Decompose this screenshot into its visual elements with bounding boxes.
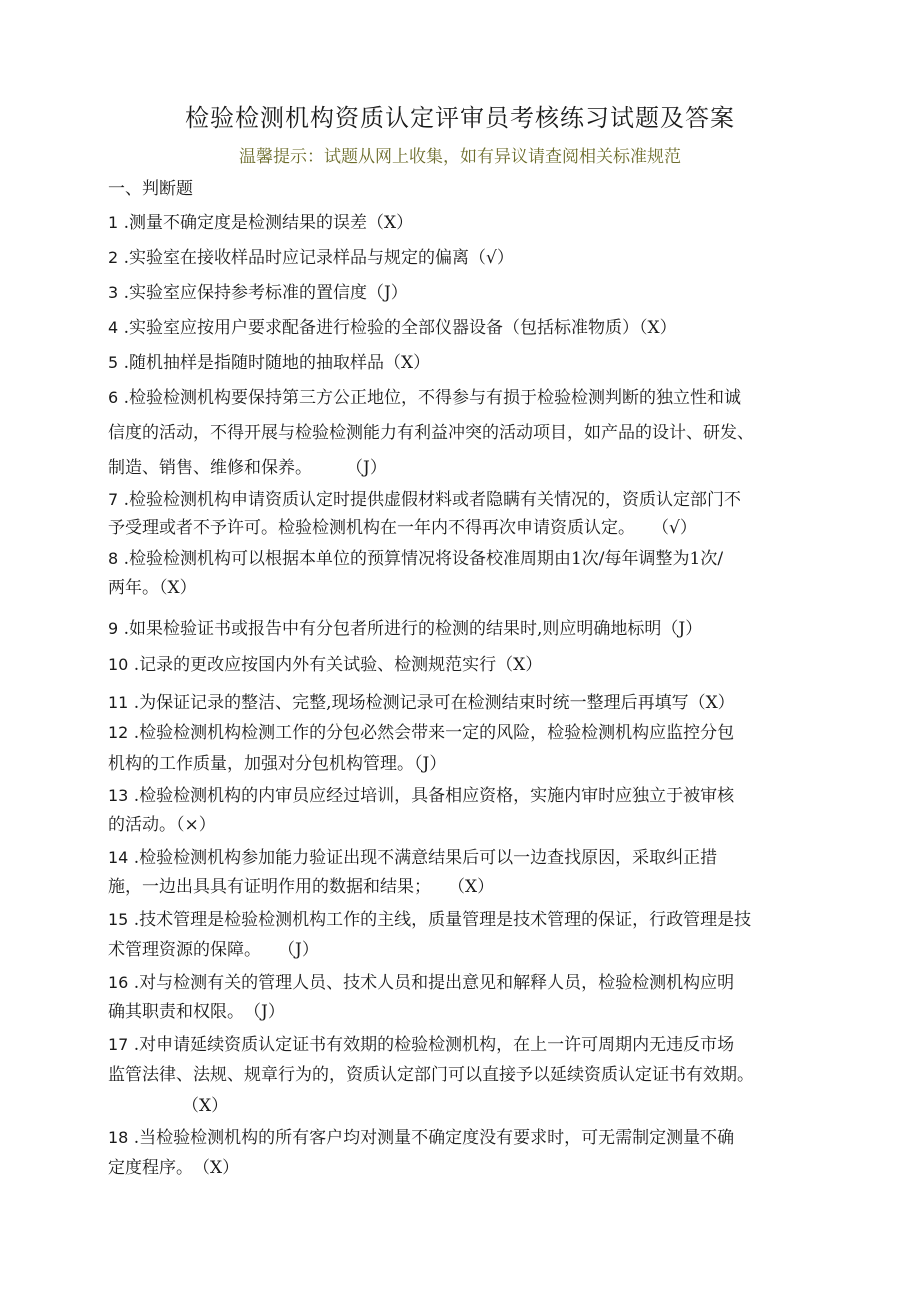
question-5: 5 .随机抽样是指随时随地的抽取样品（X） [108, 353, 431, 373]
question-8: 8 .检验检测机构可以根据本单位的预算情况将设备校准周期由1次/每年调整为1次/ [108, 549, 724, 569]
question-1: 1 .测量不确定度是检测结果的误差（X） [108, 213, 414, 233]
question-15: 15 .技术管理是检验检测机构工作的主线，质量管理是技术管理的保证，行政管理是技 [108, 910, 752, 930]
question-18: 18 .当检验检测机构的所有客户均对测量不确定度没有要求时，可无需制定测量不确 [108, 1128, 735, 1148]
question-14: 14 .检验检测机构参加能力验证出现不满意结果后可以一边查找原因，采取纠正措 [108, 848, 718, 868]
question-13: 13 .检验检测机构的内审员应经过培训，具备相应资格，实施内审时应独立于被审核 [108, 786, 735, 806]
question-13-line-2: 的活动。（×） [108, 815, 216, 835]
question-6-line-3: 制造、销售、维修和保养。 （J） [108, 458, 387, 478]
question-8-line-2: 两年。（X） [108, 578, 197, 598]
question-6-line-2: 信度的活动，不得开展与检验检测能力有利益冲突的活动项目，如产品的设计、研发、 [108, 423, 754, 443]
question-17-line-3: （X） [182, 1096, 229, 1116]
question-17-line-2: 监管法律、法规、规章行为的，资质认定部门可以直接予以延续资质认定证书有效期。 [108, 1065, 754, 1085]
notice-text: 温馨提示：试题从网上收集，如有异议请查阅相关标准规范 [239, 147, 681, 167]
question-2: 2 .实验室在接收样品时应记录样品与规定的偏离（√） [108, 248, 514, 268]
question-4: 4 .实验室应按用户要求配备进行检验的全部仪器设备（包括标准物质）（X） [108, 318, 677, 338]
question-15-line-2: 术管理资源的保障。 （J） [108, 940, 319, 960]
question-7-line-2: 予受理或者不予许可。检验检测机构在一年内不得再次申请资质认定。 （√） [108, 518, 697, 538]
question-16: 16 .对与检测有关的管理人员、技术人员和提出意见和解释人员，检验检测机构应明 [108, 973, 735, 993]
question-14-line-2: 施，一边出具具有证明作用的数据和结果； （X） [108, 877, 495, 897]
question-6: 6 .检验检测机构要保持第三方公正地位，不得参与有损于检验检测判断的独立性和诚 [108, 388, 741, 408]
question-18-line-2: 定度程序。 （X） [108, 1158, 240, 1178]
question-12: 12 .检验检测机构检测工作的分包必然会带来一定的风险，检验检测机构应监控分包 [108, 723, 735, 743]
question-7: 7 .检验检测机构申请资质认定时提供虚假材料或者隐瞒有关情况的，资质认定部门不 [108, 490, 741, 510]
question-9: 9 .如果检验证书或报告中有分包者所进行的检测的结果时,则应明确地标明（J） [108, 619, 703, 639]
question-11: 11 .为保证记录的整洁、完整,现场检测记录可在检测结束时统一整理后再填写（X） [108, 693, 735, 713]
page-title: 检验检测机构资质认定评审员考核练习试题及答案 [185, 104, 735, 132]
question-17: 17 .对申请延续资质认定证书有效期的检验检测机构，在上一许可周期内无违反市场 [108, 1035, 735, 1055]
question-16-line-2: 确其职责和权限。 （J） [108, 1002, 285, 1022]
section-heading: 一、判断题 [108, 179, 193, 199]
question-12-line-2: 机构的工作质量，加强对分包机构管理。（J） [108, 754, 447, 774]
question-3: 3 .实验室应保持参考标准的置信度（J） [108, 283, 408, 303]
question-10: 10 .记录的更改应按国内外有关试验、检测规范实行（X） [108, 655, 543, 675]
